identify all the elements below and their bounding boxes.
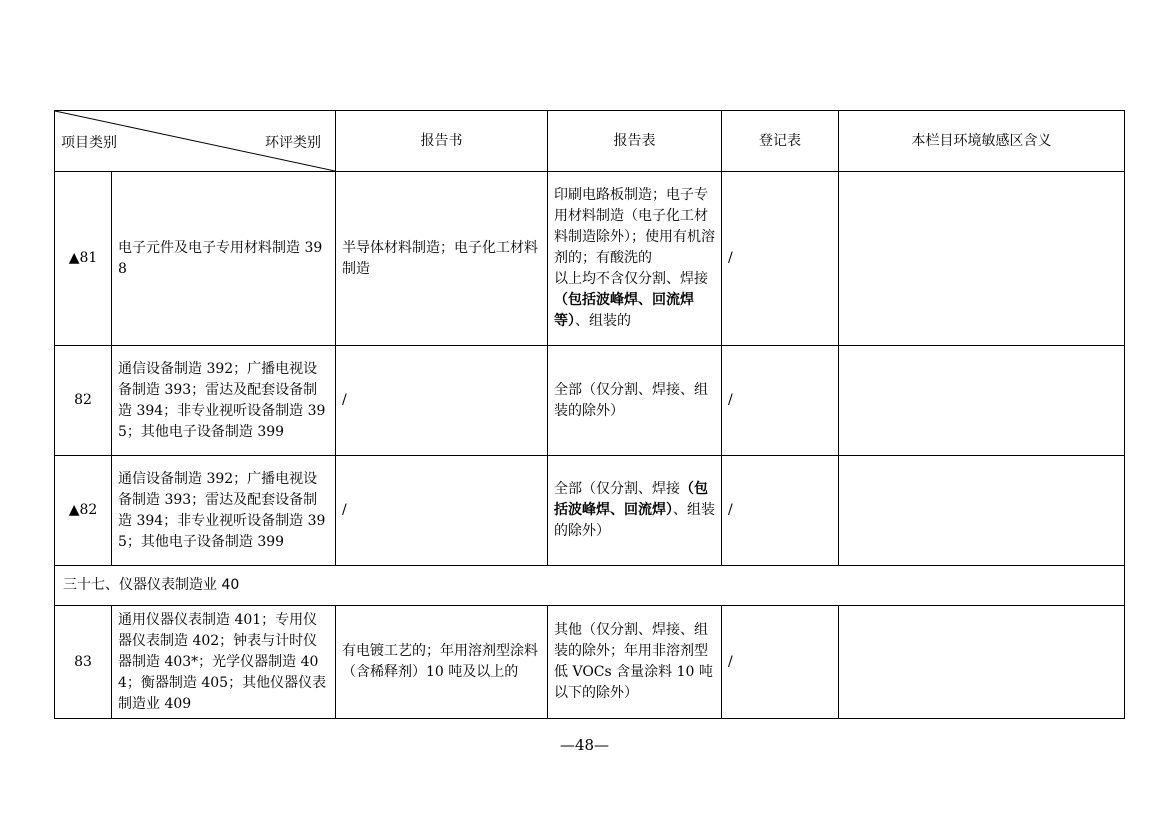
row-registration: / <box>722 456 839 566</box>
row-registration: / <box>722 346 839 456</box>
row-report-form: 全部（仅分割、焊接、组装的除外） <box>548 346 722 456</box>
report-form-tail: 、组装的除外） <box>554 502 715 539</box>
row-report-book: / <box>336 346 548 456</box>
row-number: 83 <box>55 606 112 719</box>
table-row <box>55 172 1125 346</box>
report-form-tail: 、组装的 <box>575 313 631 329</box>
row-number: ▲81 <box>55 172 112 346</box>
eia-classification-table <box>54 110 1125 719</box>
header-project-category: 项目类别 <box>61 135 117 151</box>
row-sensitive-area <box>839 606 1125 719</box>
header-eia-category: 环评类别 <box>265 135 321 151</box>
row-registration: / <box>722 606 839 719</box>
report-form-bold: （包括波峰焊、回流焊等） <box>554 292 694 329</box>
row-report-book: 有电镀工艺的；年用溶剂型涂料（含稀释剂）10 吨及以上的 <box>336 606 548 719</box>
report-form-bold: （包括波峰焊、回流焊） <box>554 481 708 518</box>
row-report-book: / <box>336 456 548 566</box>
header-report-form: 报告表 <box>548 111 722 172</box>
row-number: 82 <box>55 346 112 456</box>
table-row <box>55 606 1125 719</box>
row-category: 通信设备制造 392；广播电视设备制造 393；雷达及配套设备制造 394；非专业视听设备制造 395；其他电子设备制造 399 <box>112 456 336 566</box>
table-row <box>55 346 1125 456</box>
report-form-text: 印刷电路板制造；电子专用材料制造（电子化工材料制造除外）；使用有机溶剂的；有酸洗的 <box>554 187 715 266</box>
row-category: 电子元件及电子专用材料制造 398 <box>112 172 336 346</box>
row-report-form: 其他（仅分割、焊接、组装的除外；年用非溶剂型低 VOCs 含量涂料 10 吨以下的除外） <box>548 606 722 719</box>
row-sensitive-area <box>839 346 1125 456</box>
row-report-form <box>548 456 722 566</box>
section-title: 三十七、仪器仪表制造业 40 <box>55 566 1125 606</box>
row-category: 通信设备制造 392；广播电视设备制造 393；雷达及配套设备制造 394；非专业视听设备制造 395；其他电子设备制造 399 <box>112 346 336 456</box>
table-row <box>55 456 1125 566</box>
row-category: 通用仪器仪表制造 401；专用仪器仪表制造 402；钟表与计时仪器制造 403*；光学仪器制造 404；衡器制造 405；其他仪器仪表制造业 409 <box>112 606 336 719</box>
row-sensitive-area <box>839 172 1125 346</box>
report-form-text: 全部（仅分割、焊接 <box>554 481 680 497</box>
header-report-book: 报告书 <box>336 111 548 172</box>
row-number: ▲82 <box>55 456 112 566</box>
header-sensitive-area: 本栏目环境敏感区含义 <box>839 111 1125 172</box>
row-sensitive-area <box>839 456 1125 566</box>
row-report-book: 半导体材料制造；电子化工材料制造 <box>336 172 548 346</box>
table-header-row <box>55 111 1125 172</box>
section-row <box>55 566 1125 606</box>
report-form-text-2: 以上均不含仅分割、焊接 <box>554 271 708 287</box>
header-registration: 登记表 <box>722 111 839 172</box>
row-report-form <box>548 172 722 346</box>
page-number: —48— <box>559 736 610 754</box>
row-registration: / <box>722 172 839 346</box>
diagonal-header-cell <box>55 111 336 172</box>
